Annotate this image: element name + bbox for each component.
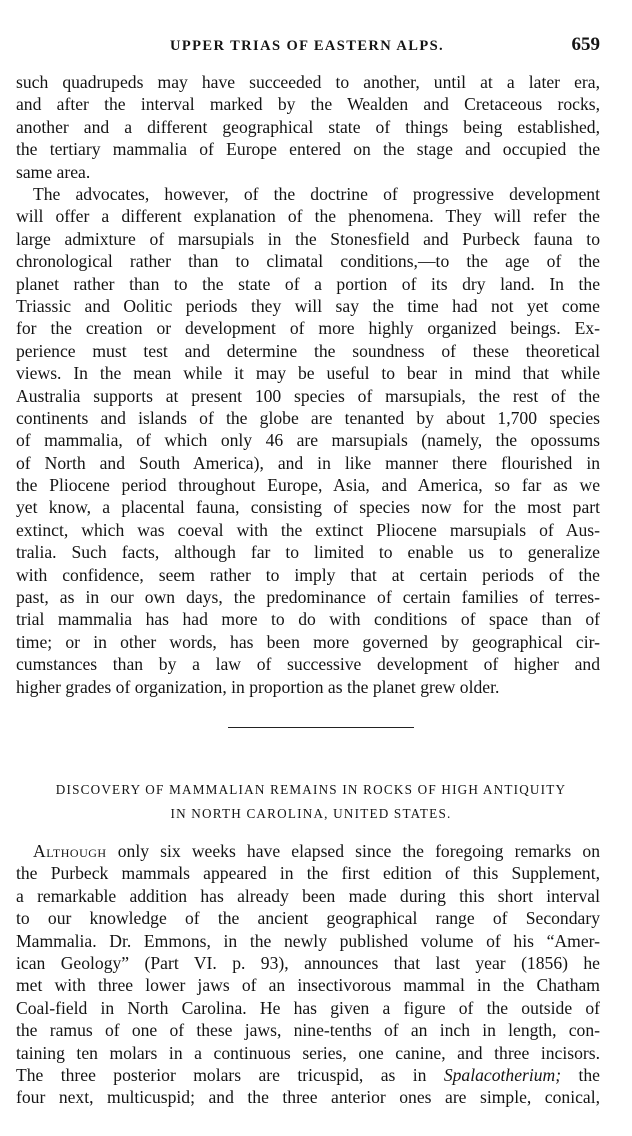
text-line: to our knowledge of the ancient geographical range of Secondary [16, 908, 600, 929]
paragraph-continued [16, 71, 600, 183]
text-line: tralia. Such facts, although far to limited to enable us to generalize [16, 542, 600, 563]
text-line: ican Geology” (Part VI. p. 93), announces that last year (1856) he [16, 952, 600, 973]
text-line: the tertiary mammalia of Europe entered on the stage and occupied the [16, 139, 600, 160]
section-divider-rule [228, 727, 414, 728]
text-line: the ramus of one of these jaws, nine-tenths of an inch in length, con- [16, 1020, 600, 1041]
text-line: trial mammalia has had more to do with conditions of space than of [16, 609, 600, 630]
text-line: of North and South America), and in like manner there flourished in [16, 452, 600, 473]
section-heading [16, 778, 606, 826]
text-line: higher grades of organization, in proportion as the planet grew older. [16, 676, 500, 697]
genus-name: Spalacotherium; [443, 1064, 562, 1085]
text-line: will offer a different explanation of the phenomena. They will refer the [16, 206, 600, 227]
section-heading-line: DISCOVERY OF MAMMALIAN REMAINS IN ROCKS OF HIGH ANTIQUITY [55, 782, 567, 797]
text-line [16, 1064, 600, 1086]
text-line: with confidence, seem rather to imply that at certain periods of the [16, 564, 600, 585]
text-line: the Pliocene period throughout Europe, Asia, and America, so far as we [16, 475, 600, 496]
text-line [16, 840, 600, 862]
paragraph-progressive-development [16, 183, 600, 698]
text-line: four next, multicuspid; and the three anterior ones are simple, conical, [16, 1087, 600, 1108]
running-title: UPPER TRIAS OF EASTERN ALPS. [170, 38, 445, 54]
page-number: 659 [571, 34, 600, 55]
text-line: past, as in our own days, the predominance of certain families of terres- [16, 587, 600, 608]
text-line: such quadrupeds may have succeeded to another, until at a later era, [16, 72, 600, 92]
text-line: large admixture of marsupials in the Stonesfield and Purbeck fauna to [16, 228, 600, 249]
text-line: chronological rather than to climatal conditions,—to the age of the [16, 251, 600, 272]
text-line: Coal-field in North Carolina. He has given a figure of the outside of [16, 997, 600, 1018]
text-line: met with three lower jaws of an insectivorous mammal in the Chatham [16, 975, 600, 996]
text-line: The advocates, however, of the doctrine of progressive development [33, 184, 600, 204]
text-line: of mammalia, of which only 46 are marsupials (namely, the opossums [16, 430, 600, 451]
drop-word: Although [33, 841, 107, 861]
text-line: views. In the mean while it may be useful to bear in mind that while [16, 363, 600, 384]
text-line: cumstances than by a law of successive development of higher and [16, 654, 600, 675]
running-head [0, 34, 632, 58]
text-line: perience must test and determine the soundness of these theoretical [16, 340, 600, 361]
text-line: time; or in other words, has been more governed by geographical cir- [16, 631, 600, 652]
text-line: same area. [16, 161, 91, 182]
text-line: the Purbeck mammals appeared in the first edition of this Supplement, [16, 863, 600, 884]
text-line: planet rather than to the state of a portion of its dry land. In the [16, 273, 600, 294]
text-line: a remarkable addition has already been made during this short interval [16, 885, 600, 906]
text-line: another and a different geographical state of things being established, [16, 116, 600, 137]
section-heading-line: IN NORTH CAROLINA, UNITED STATES. [170, 806, 452, 821]
text-line: for the creation or development of more highly organized beings. Ex- [16, 318, 600, 339]
line-text: the [561, 1064, 600, 1085]
text-line: continents and islands of the globe are tenanted by about 1,700 species [16, 407, 600, 428]
text-line: Triassic and Oolitic periods they will say the time had not yet come [16, 295, 600, 316]
paragraph-mammalian-discovery [16, 840, 600, 1109]
line-text: only six weeks have elapsed since the foregoing remarks on [106, 841, 600, 861]
line-text: The three posterior molars are tricuspid, as in [16, 1064, 444, 1085]
text-line: taining ten molars in a continuous series, one canine, and three incisors. [16, 1042, 600, 1063]
text-line: Australia supports at present 100 species of marsupials, the rest of the [16, 385, 600, 406]
text-line: yet know, a placental fauna, consisting of species now for the most part [16, 497, 600, 518]
text-line: and after the interval marked by the Wealden and Cretaceous rocks, [16, 94, 600, 115]
text-line: Mammalia. Dr. Emmons, in the newly published volume of his “Amer- [16, 930, 600, 951]
text-line: extinct, which was coeval with the extinct Pliocene marsupials of Aus- [16, 519, 600, 540]
